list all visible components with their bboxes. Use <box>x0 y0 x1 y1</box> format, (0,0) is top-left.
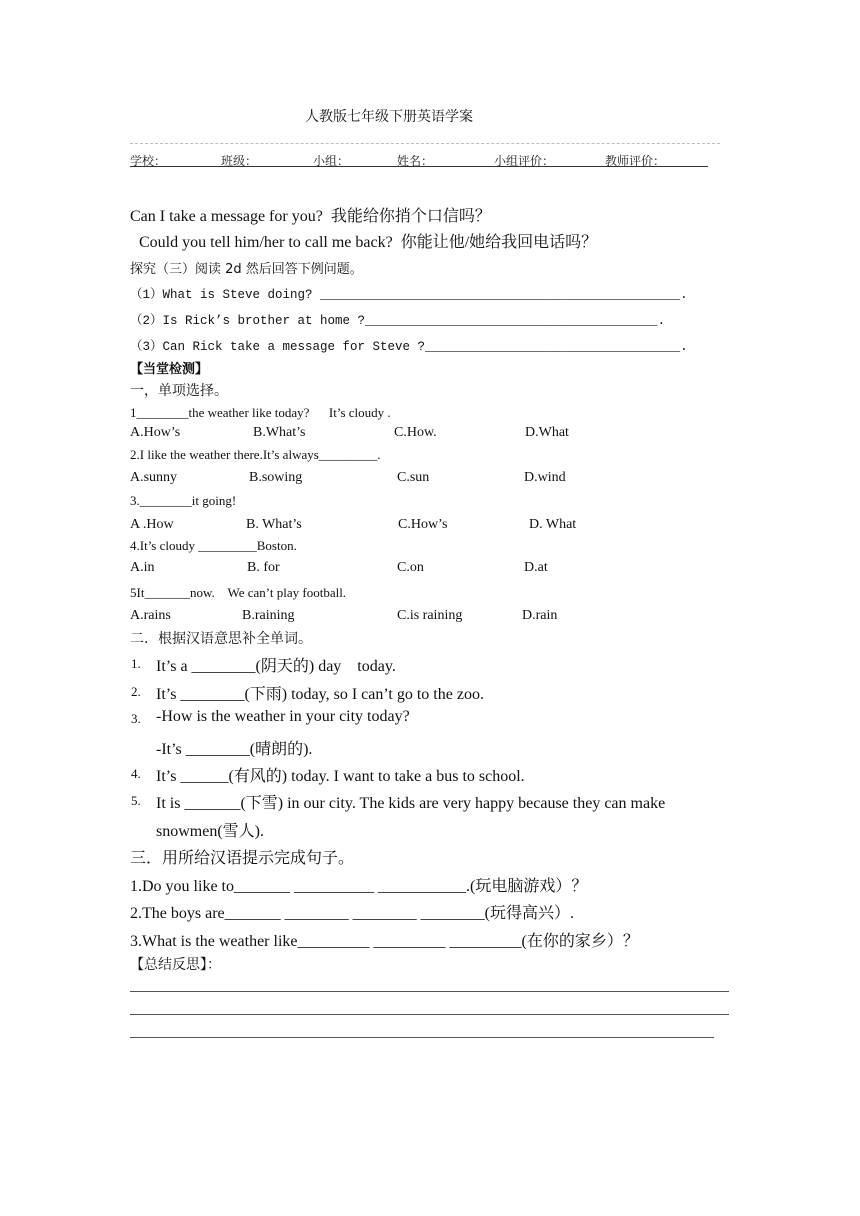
sentence-item: 2.The boys are_______ ________ ________ ________(玩得高兴）. <box>130 905 574 922</box>
fill-item: It’s ________(下雨) today, so I can’t go to the zoo. <box>156 686 484 703</box>
field-class: 班级： <box>221 154 258 168</box>
sentence-item: 3.What is the weather like_________ _________ _________(在你的家乡）？ <box>130 933 639 950</box>
mc-option: C.on <box>397 560 424 575</box>
fill-item: -How is the weather in your city today? <box>156 708 410 725</box>
mc-option: B.sowing <box>249 470 303 485</box>
mc-option: C.is raining <box>397 608 463 623</box>
mc-question: 5It_______now. We can’t play football. <box>130 585 347 600</box>
mc-option: D.wind <box>524 470 566 485</box>
fill-number: 2. <box>131 684 141 699</box>
mc-option: C.How. <box>394 425 437 440</box>
sentence-item: 1.Do you like to_______ __________ ___________.(玩电脑游戏）？ <box>130 878 588 895</box>
reflection-line <box>130 991 729 992</box>
explore-question: （2）Is Rick’s brother at home ?_______________________________________. <box>130 314 666 328</box>
summary-heading: 【总结反思】： <box>130 957 221 973</box>
mc-option: A.in <box>130 560 155 575</box>
mc-option: A.rains <box>130 608 171 623</box>
fill-number: 1. <box>131 656 141 671</box>
header-divider <box>130 143 720 144</box>
intro-line-2: Could you tell him/her to call me back? 你能让他/她给我回电话吗？ <box>139 234 598 251</box>
mc-option: D.at <box>524 560 548 575</box>
fill-item: It’s ______(有风的) today. I want to take a bus to school. <box>156 768 525 785</box>
mc-option: B. What’s <box>246 517 302 532</box>
explore-heading: 探究（三）阅读 2d 然后回答下例问题。 <box>130 262 363 277</box>
mc-option: C.How’s <box>398 517 448 532</box>
field-school: 学校： <box>130 154 167 168</box>
fill-number: 3. <box>131 711 141 726</box>
mc-question: 3.________it going! <box>130 493 237 508</box>
field-group-eval: 小组评价： <box>494 154 555 168</box>
mc-option: B.What’s <box>253 425 306 440</box>
mc-question: 1________the weather like today? It’s cloudy . <box>130 405 391 420</box>
part3-title: 三．用所给汉语提示完成句子。 <box>130 848 355 867</box>
mc-option: B.raining <box>242 608 295 623</box>
part2-title: 二．根据汉语意思补全单词。 <box>130 631 312 647</box>
mc-option: A .How <box>130 517 174 532</box>
fill-item: -It’s ________(晴朗的). <box>156 741 313 758</box>
field-name: 姓名： <box>397 154 434 168</box>
page-title: 人教版七年级下册英语学案 <box>305 109 473 125</box>
check-heading: 【当堂检测】 <box>130 362 209 377</box>
mc-option: D.What <box>525 425 569 440</box>
explore-question: （3）Can Rick take a message for Steve ?__________________________________. <box>130 340 688 354</box>
mc-option: B. for <box>247 560 280 575</box>
fill-item: snowmen(雪人). <box>156 823 264 840</box>
field-group: 小组： <box>313 154 350 168</box>
reflection-line <box>130 1037 714 1038</box>
reflection-line <box>130 1014 729 1015</box>
mc-option: A.sunny <box>130 470 178 485</box>
fill-item: It is _______(下雪) in our city. The kids are very happy because they can make <box>156 795 666 812</box>
mc-question: 4.It’s cloudy _________Boston. <box>130 538 297 553</box>
mc-question: 2.I like the weather there.It’s always_________. <box>130 447 381 462</box>
mc-option: A.How’s <box>130 425 181 440</box>
field-teacher-eval: 教师评价： <box>605 154 666 168</box>
explore-question: （1）What is Steve doing? ________________________________________________. <box>130 288 688 302</box>
fill-number: 4. <box>131 766 141 781</box>
mc-option: D. What <box>529 517 577 532</box>
part1-title: 一，单项选择。 <box>130 383 228 399</box>
info-underline <box>130 166 708 167</box>
intro-line-1: Can I take a message for you? 我能给你捎个口信吗？ <box>130 208 491 225</box>
fill-number: 5. <box>131 793 141 808</box>
fill-item: It’s a ________(阴天的) day today. <box>156 658 396 675</box>
mc-option: D.rain <box>522 608 558 623</box>
mc-option: C.sun <box>397 470 430 485</box>
